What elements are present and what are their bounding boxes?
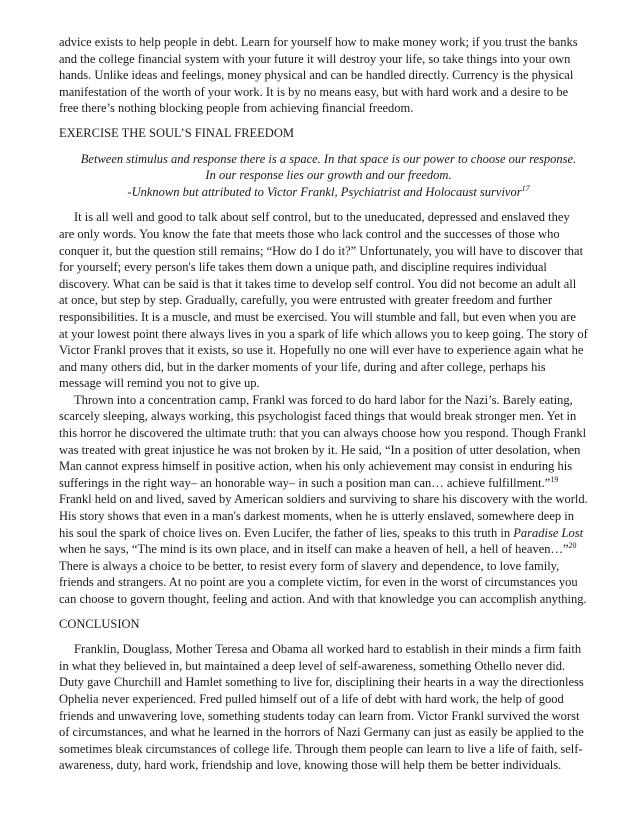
conclusion-paragraph: Franklin, Douglass, Mother Teresa and Obama all worked hard to establish in their minds a firm faith in what they believed in, but maintained a deep level of self-awareness, something Othello never did. Duty gave Churchill and Hamlet something to live for, disciplining their hearts in a way the directionless Ophelia never experienced. Fred pulled himself out of a life of debt with hard work, the help of good friends and unwavering love, something students today can learn from. Victor Frankl survived the worst of circumstances, and what he learned in the horrors of Nazi Germany can just as easily be applied to the sometimes bleak circumstances of college life. Through them people can learn to live a life of faith, self-awareness, duty, hard work, friendship and love, knowing those will help them be better individuals. [59, 642, 584, 773]
body-paragraph-self-control: It is all well and good to talk about self control, but to the uneducated, depressed and enslaved they are only words. You know the fate that meets those who lack control and the successes of those who conquer it, but the question still remains; “How do I do it?” Unfortunately, you will have to discover that for yourself; every person's life takes them down a unique path, and discipline requires individual discovery. What can be said is that it takes time to develop self control. You did not become an adult all at once, but step by step. Gradually, carefully, you were entrusted with greater freedom and further responsibilities. It is a muscle, and must be exercised. You will stumble and fall, but even when you are at your lowest point there always lives in you a spark of life which allows you to keep going. The story of Victor Frankl proves that it exists, so use it. Hopefully no one will ever have to experience again what he and many others did, but in the darker moments of your life, during and after college, perhaps his message will remind you not to give up. [59, 210, 588, 391]
footnote-ref-19: 19 [550, 474, 559, 484]
frankl-text-d: There is always a choice to be better, to resist every form of slavery and dependence, to love family, friends and strangers. At no point are you a complete victim, for even in the worst of circumstances you can choose to govern thought, feeling and action. And with that knowledge you can accomplish anything. [59, 558, 587, 606]
frankl-text-a: Thrown into a concentration camp, Frankl was forced to do hard labor for the Nazi’s. Barely eating, scarcely sleeping, always working, this psychologist faced things that would break stronger men. Yet in this horror he discovered the ultimate truth: that you can always choose how you respond. Though Frankl was treated with great injustice he was not broken by it. He said, “In a position of utter desolation, when Man cannot express himself in positive action, when his only achievement may consist in enduring his sufferings in the right way– an honorable way– in such a position man can… achieve fulfillment.” [59, 392, 587, 490]
book-title-paradise-lost: Paradise Lost [513, 525, 584, 540]
frankl-text-c: when he says, “The mind is its own place, and in itself can make a heaven of hell, a hell of heaven…” [59, 542, 569, 557]
quote-line-1: Between stimulus and response there is a space. In that space is our power to choose our response. [80, 151, 577, 166]
attribution-text: -Unknown but attributed to Victor Frankl, Psychiatrist and Holocaust survivor [127, 184, 522, 199]
footnote-ref-20: 20 [568, 541, 577, 551]
section-heading-conclusion: CONCLUSION [59, 616, 140, 631]
quote-attribution [69, 184, 588, 201]
epigraph-quote [59, 151, 588, 201]
body-paragraph-frankl [59, 392, 588, 608]
footnote-ref-17: 17 [521, 183, 530, 193]
section-heading-final-freedom: EXERCISE THE SOUL’S FINAL FREEDOM [59, 125, 294, 140]
frankl-text-b: Frankl held on and lived, saved by American soldiers and surviving to share his discovery with the world. His story shows that even in a man's darkest moments, when he is utterly enslaved, somewhere deep in his soul the spark of choice lives on. Even Lucifer, the father of lies, speaks to this truth in [59, 492, 588, 540]
intro-paragraph: advice exists to help people in debt. Learn for yourself how to make money work; if you trust the banks and the college financial system with your future it will destroy your life, so take things into your own hands. Unlike ideas and feelings, money physical and can be handled directly. Currency is the physical manifestation of the worth of your work. It is by no means easy, but with hard work and a desire to be free there’s nothing blocking people from achieving financial freedom. [59, 35, 578, 116]
quote-line-2: In our response lies our growth and our freedom. [205, 168, 452, 183]
